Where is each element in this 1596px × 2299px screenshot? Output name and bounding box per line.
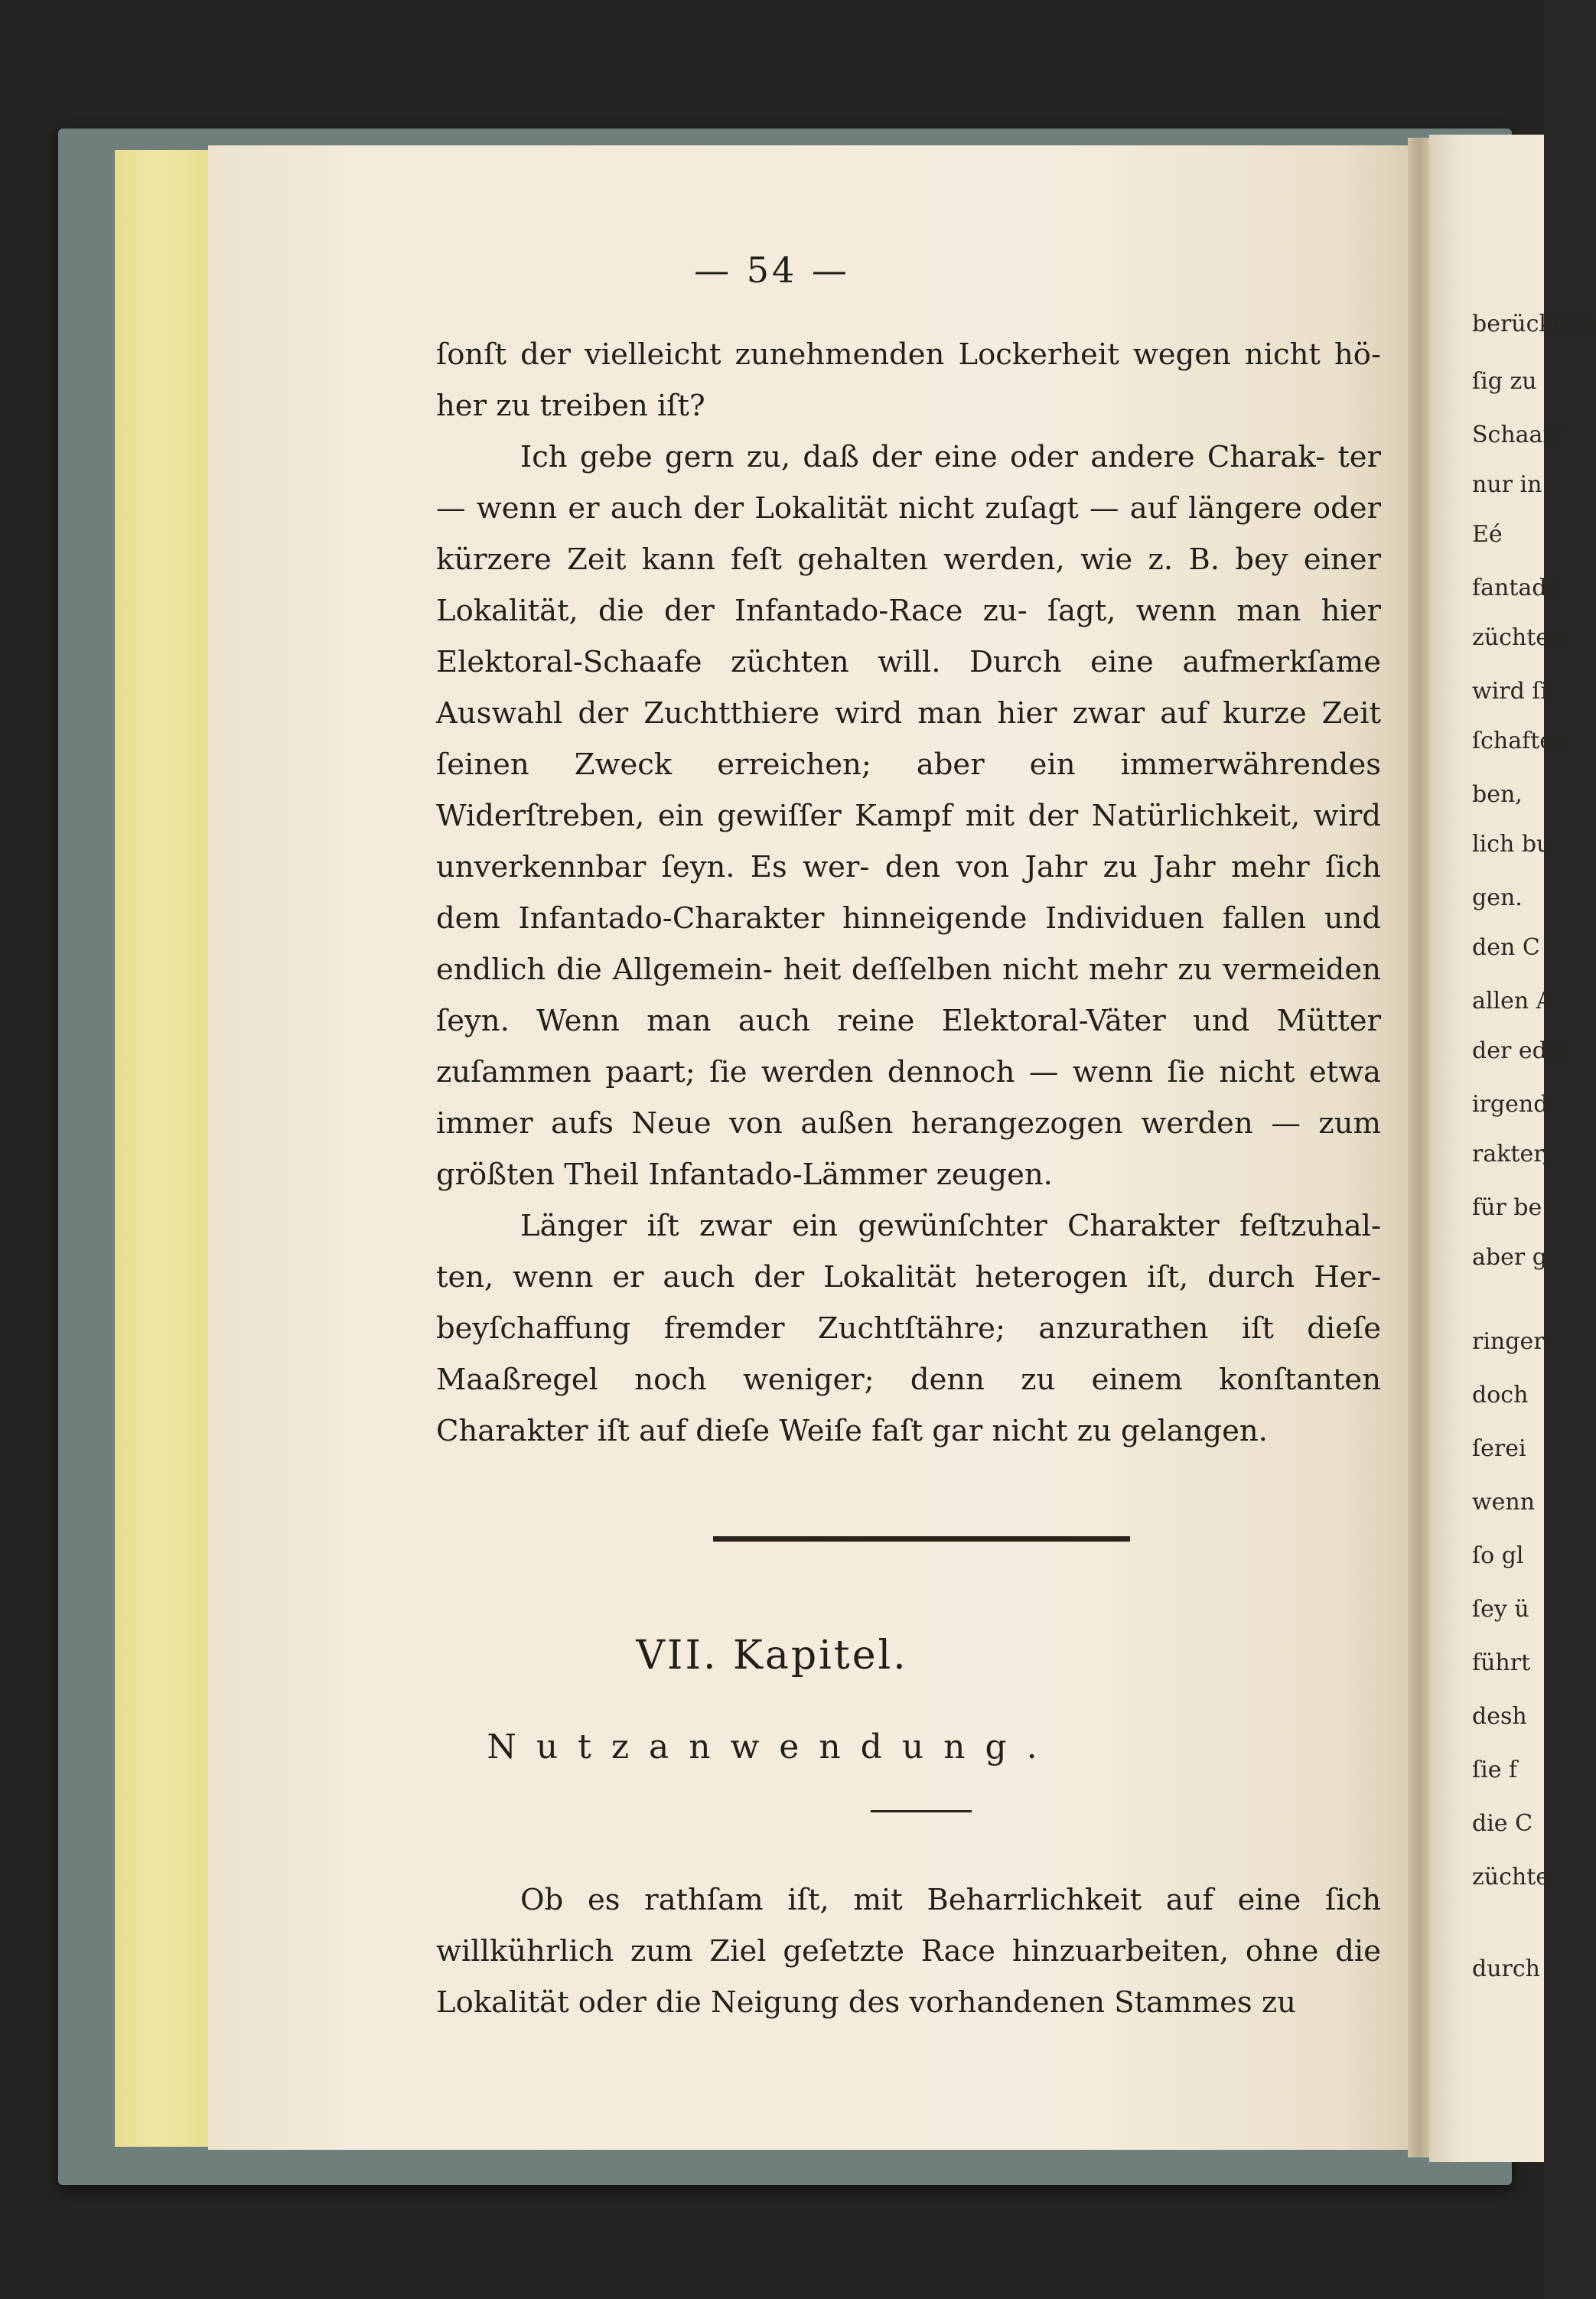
paragraph: ſonſt der vielleicht zunehmenden Lockerheit wegen nicht hö- her zu treiben iſt? [436,337,1381,423]
chapter-title: VII. Kapitel. [636,1633,908,1679]
facing-page-text: berückſich [1472,311,1596,337]
facing-page-text: für be [1472,1194,1542,1221]
facing-page-text: züchte [1472,1864,1550,1890]
facing-page-text: ſig zu [1472,368,1537,395]
facing-page-text: wird ſi [1472,678,1549,705]
facing-page-text: rakter, [1472,1141,1549,1167]
chapter-subtitle: Nutzanwendung. [487,1728,1057,1767]
facing-page-text: ſey ü [1472,1596,1529,1623]
facing-page-text: ben, [1472,781,1523,808]
facing-page-fragment [1429,135,1596,2162]
facing-page-text: gen. [1472,884,1523,911]
facing-page-text: irgend [1472,1091,1549,1118]
facing-page-text: durch [1472,1955,1540,1982]
facing-page-text: desh [1472,1703,1527,1730]
facing-page-text: den C [1472,934,1540,961]
paragraph: Ich gebe gern zu, daß der eine oder andere Charak- ter — wenn er auch der Lokalität nicht zuſagt — auf längere oder kürzere Zeit kann feſt gehalten werden, wie z. B. bey einer Lokalität, die der Infantado-Race zu- ſagt, wenn man hier Elektoral-Schaafe züchten will. Durch eine aufmerkſame Auswahl der Zuchtthiere wird man hier zwar auf kurze Zeit ſeinen Zweck erreichen; aber ein immerwährendes Widerſtreben, ein gewiſſer Kampf mit der Natürlichkeit, wird unverkennbar ſeyn. Es wer- den von Jahr zu Jahr mehr ſich dem Infantado-Charakter hinneigende Individuen fallen und endlich die Allgemein- heit deſſelben nicht mehr zu vermeiden ſeyn. Wenn man auch reine Elektoral-Väter und Mütter zuſammen paart; ſie werden dennoch — wenn ſie nicht etwa immer aufs Neue von außen herangezogen werden — zum größten Theil Infantado-Lämmer zeugen. [436,440,1381,1192]
page-edges [115,150,222,2147]
title-divider [871,1810,972,1812]
facing-page-text: ſchaften [1472,728,1568,754]
paragraph: Ob es rathſam iſt, mit Beharrlichkeit auf eine ſich willkührlich zum Ziel geſetzte Race hinzuarbeiten, ohne die Lokalität oder die Neigung des vorhandenen Stammes zu [436,1883,1381,2020]
facing-page-text: aber g [1472,1244,1547,1271]
facing-page-text: ringer [1472,1328,1545,1355]
book-gutter [1408,138,1431,2157]
facing-page-text: wenn [1472,1489,1536,1516]
facing-page-text: Eé [1472,521,1503,548]
facing-page-text: fantado [1472,575,1561,601]
facing-page-text: nur in [1472,471,1542,498]
facing-page-text: der edel [1472,1037,1568,1064]
section-divider [713,1536,1130,1542]
facing-page-text: ſo gl [1472,1542,1524,1569]
paragraph: Länger iſt zwar ein gewünſchter Charakter feſtzuhal- ten, wenn er auch der Lokalität heterogen iſt, durch Her- beyſchaffung fremder Zuchtſtähre; anzurathen iſt dieſe Maaßregel noch weniger; denn zu einem konſtanten Charakter iſt auf dieſe Weiſe faſt gar nicht zu gelangen. [436,1209,1381,1448]
facing-page-text: allen A [1472,988,1553,1014]
facing-page-text: ſerei [1472,1435,1526,1462]
facing-page-text: doch [1472,1382,1529,1408]
facing-page-text: lich bu [1472,831,1552,858]
facing-page-text: züchten [1472,624,1565,651]
facing-page-text: Schaafſ [1472,422,1560,448]
facing-page-text: führt [1472,1649,1531,1676]
facing-page-text: ſie f [1472,1757,1518,1783]
facing-page-text: die C [1472,1810,1533,1837]
page-number: — 54 — [694,249,850,291]
body-text [436,329,1381,1457]
chapter-text [436,1874,1381,2028]
